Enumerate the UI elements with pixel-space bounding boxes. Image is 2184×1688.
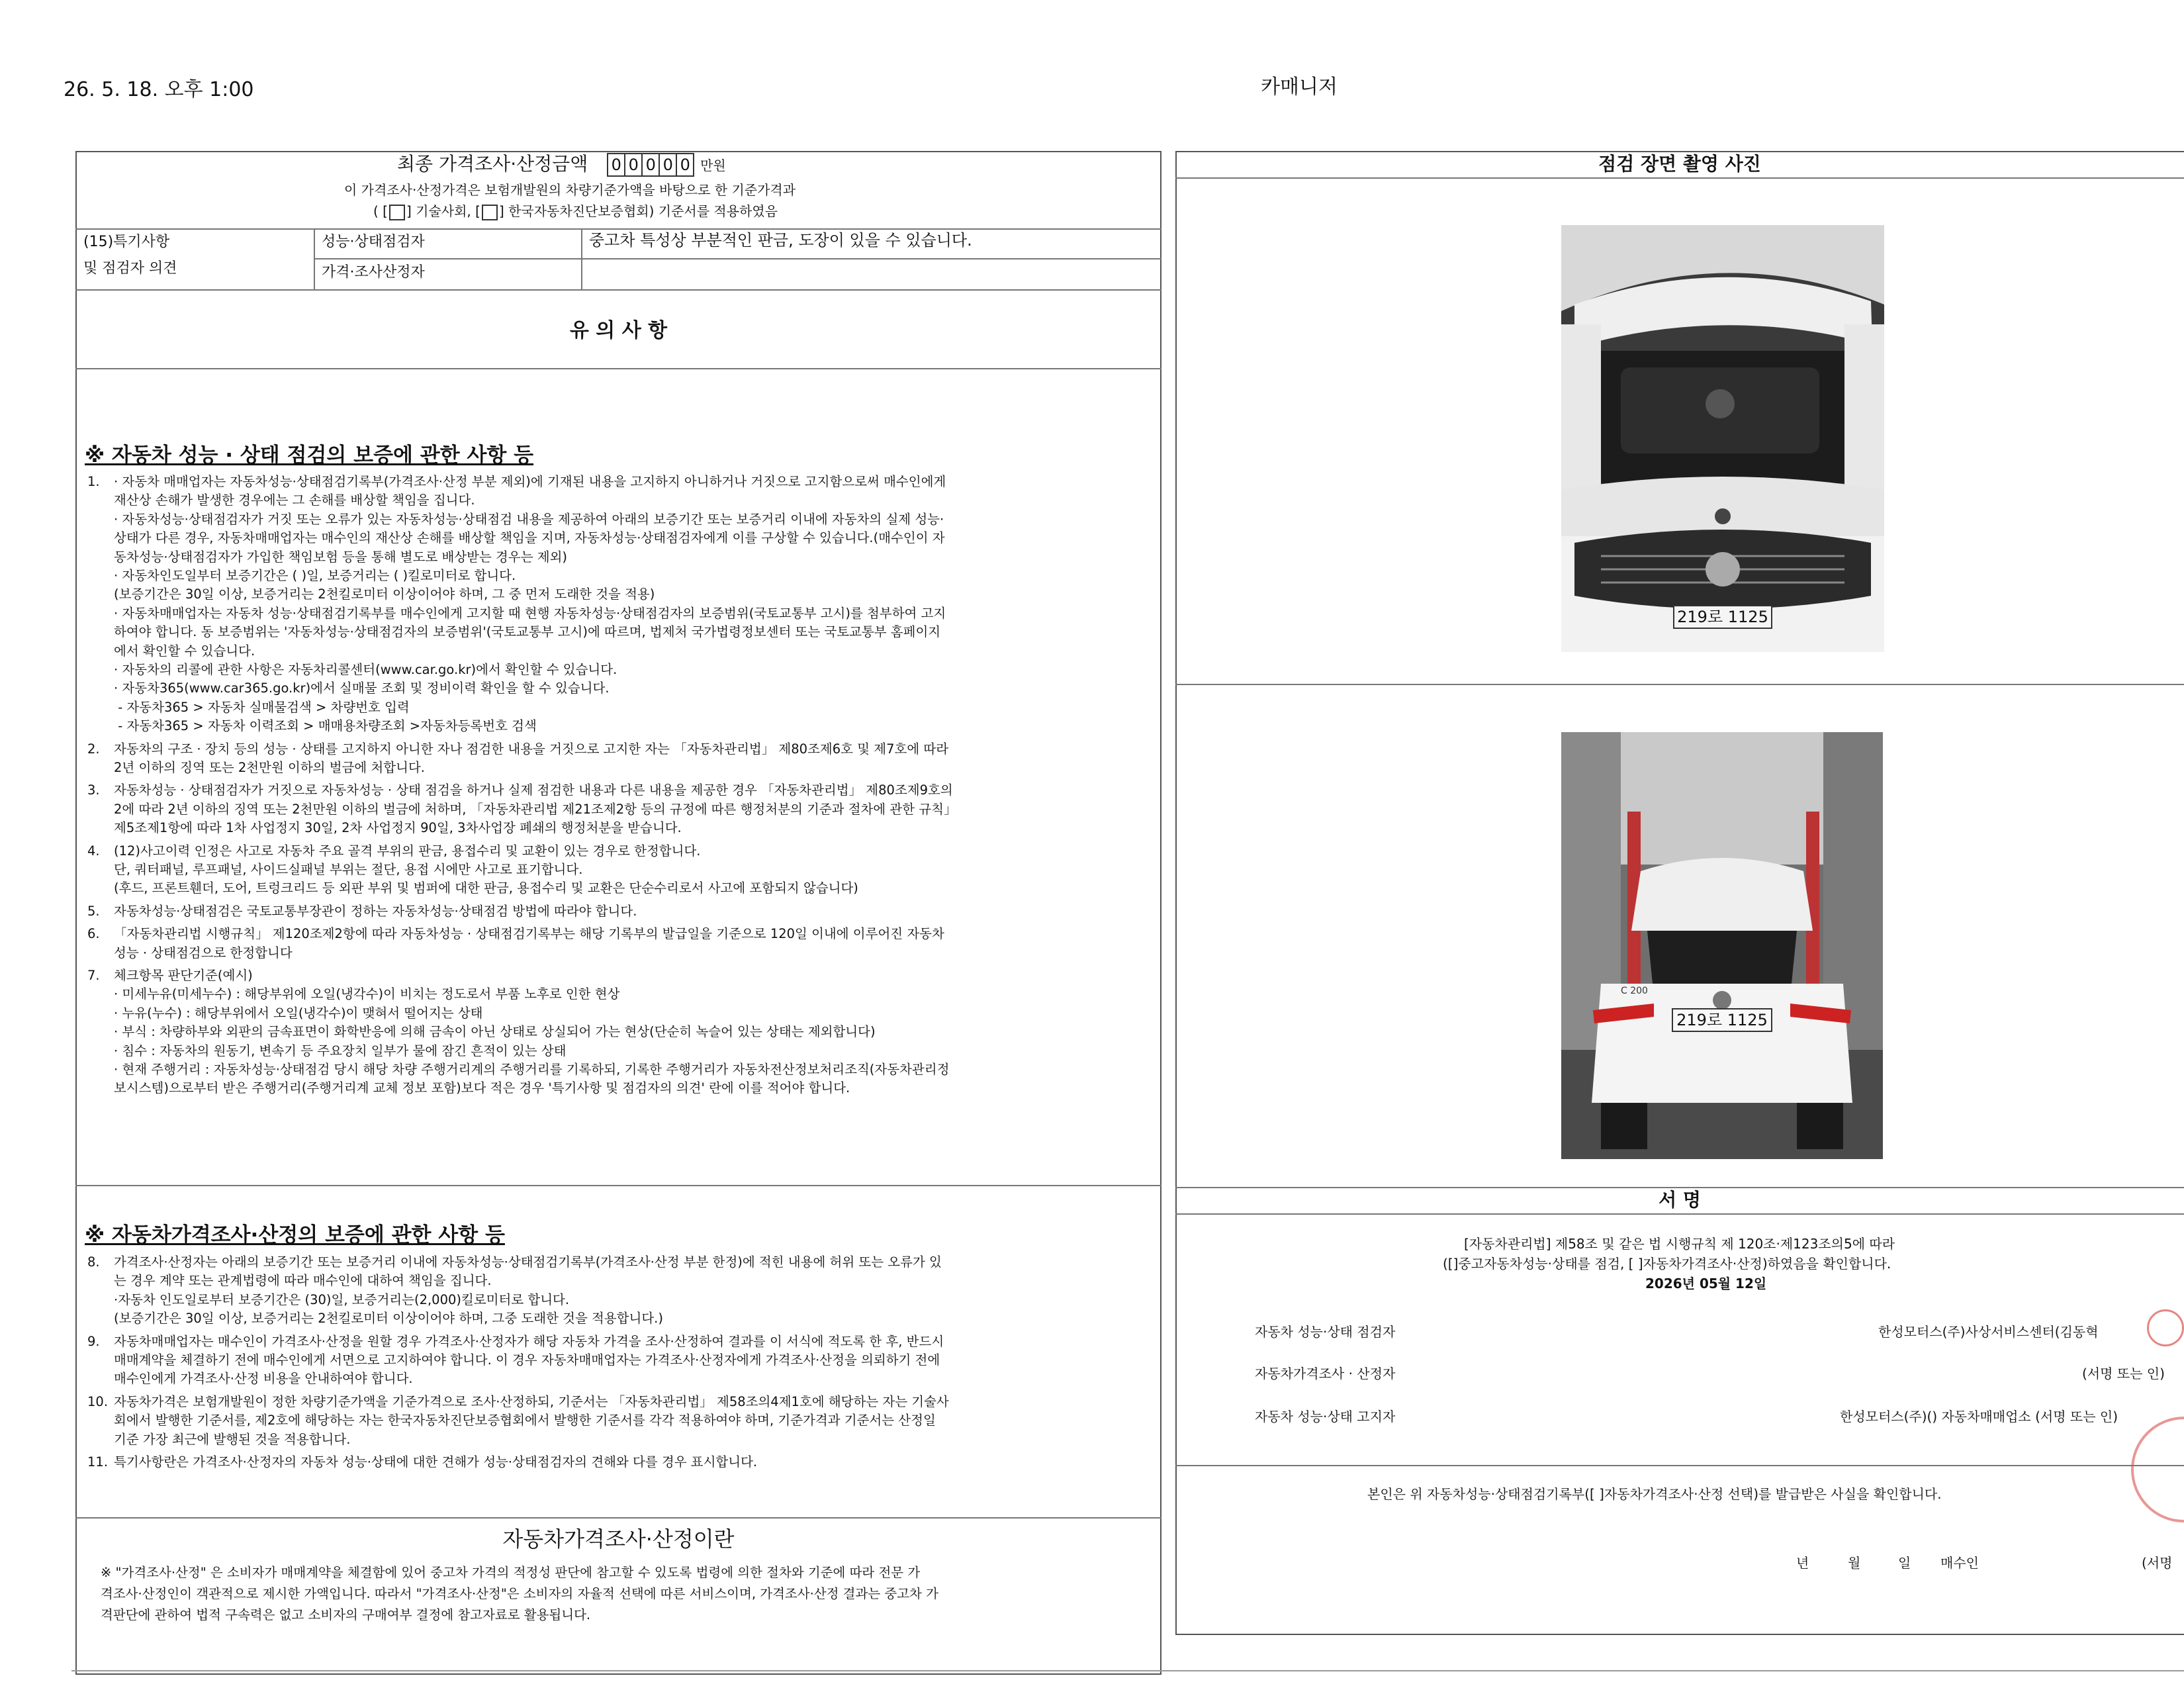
opinion-label-2: 및 점검자 의견 (83, 260, 177, 277)
notice-line (87, 717, 537, 735)
notice-line (87, 623, 940, 641)
item-text: 체크항목 판단기준(예시) (114, 968, 253, 983)
receipt-buyer: 매수인 (1940, 1555, 1979, 1571)
item-text: (보증기간은 30일 이상, 보증거리는 2천킬로미터 이상이어야 하며, 그 중 먼저 도래한 것을 적용) (114, 586, 655, 602)
notice-line (87, 548, 567, 567)
item-text: · 자동차의 리콜에 관한 사항은 자동차리콜센터(www.car.go.kr)에서 확인할 수 있습니다. (114, 662, 617, 677)
item-text: 제5조제1항에 따라 1차 사업정지 30일, 2차 사업정지 90일, 3차사업장 폐쇄의 행정처분을 받습니다. (114, 820, 682, 836)
item-number: 10. (87, 1393, 109, 1409)
item-text: · 자동차인도일부터 보증기간은 ( )일, 보증거리는 ( )킬로미터로 합니다. (114, 568, 516, 583)
item-text: 자동차가격은 보험개발원이 정한 차량기준가액을 기준가격으로 조사·산정하되, 기준서는 「자동차관리법」 제58조의4제1호에 해당하는 자는 기술사 (114, 1393, 949, 1409)
divider (1175, 684, 2184, 685)
price-digit: 0 (625, 154, 643, 175)
notice-line (87, 1370, 413, 1388)
item-text: (후드, 프론트휀더, 도어, 트렁크리드 등 외판 부위 및 범퍼에 대한 판금, 용접수리 및 교환은 단순수리로서 사고에 포함되지 않습니다) (114, 880, 858, 896)
receipt-year: 년 (1796, 1555, 1809, 1571)
divider (314, 228, 315, 289)
price-standard-mid: ] 기술사회, [ (406, 203, 480, 219)
price-digit: 0 (643, 154, 660, 175)
item-text: · 현재 주행거리 : 자동차성능·상태점검 당시 해당 차량 주행거리계의 주행거리를 기록하되, 기록한 주행거리가 자동차전산정보처리조직(자동차관리정 (114, 1062, 950, 1077)
notifier-sign-value: 한성모터스(주)() 자동차매매업소 (서명 또는 인) (1840, 1409, 2118, 1425)
item-number: 4. (87, 843, 100, 859)
appraiser-sign-value: (서명 또는 인) (2082, 1366, 2165, 1382)
notice-line (87, 510, 944, 529)
notice-line (87, 529, 945, 547)
item-number: 11. (87, 1454, 109, 1470)
receipt-month: 월 (1848, 1555, 1861, 1571)
item-text: 에서 확인할 수 있습니다. (114, 643, 255, 659)
price-digit: 0 (660, 154, 677, 175)
receipt-day: 일 (1898, 1555, 1911, 1571)
notice-line (87, 642, 255, 661)
item-text: 2년 이하의 징역 또는 2천만원 이하의 벌금에 처합니다. (114, 760, 425, 775)
seal-stamp-icon (2147, 1309, 2184, 1346)
price-basis-line: 이 가격조사·산정가격은 보험개발원의 차량기준가액을 바탕으로 한 기준가격과 (344, 182, 796, 198)
rear-workshop-illustration (1561, 732, 1883, 1159)
notice-line (87, 585, 655, 604)
notice-line (87, 1291, 569, 1309)
print-datetime: 26. 5. 18. 오후 1:00 (64, 78, 254, 101)
item-number: 2. (87, 741, 100, 757)
price-unit: 만원 (700, 158, 726, 173)
notice-line (87, 1004, 483, 1023)
item-text: 보시스템)으로부터 받은 주행거리(주행거리계 교체 정보 포함)보다 적은 경우 '특기사항 및 점검자의 의견' 란에 이를 적어야 합니다. (114, 1080, 850, 1096)
notice-line (87, 902, 637, 921)
notice-line (87, 1079, 850, 1098)
section1-title: ※ 자동차 성능 · 상태 점검의 보증에 관한 사항 등 (85, 444, 534, 467)
model-badge: C 200 (1621, 986, 1648, 996)
price-title: 최종 가격조사·산정금액 (397, 153, 588, 175)
item-number: 6. (87, 926, 100, 942)
rear-plate: 219로 1125 (1676, 1011, 1768, 1029)
notice-line (87, 842, 701, 861)
divider (75, 228, 1161, 230)
signature-date: 2026년 05월 12일 (1645, 1276, 1767, 1291)
notice-line (87, 1309, 663, 1328)
notice-line (87, 567, 516, 585)
notice-line (87, 1411, 936, 1430)
item-text: (보증기간은 30일 이상, 보증거리는 2천킬로미터 이상이어야 하며, 그중 도래한 것을 적용합니다.) (114, 1311, 663, 1327)
item-number: 1. (87, 474, 100, 489)
price-standard-end: ] 한국자동차진단보증협회) 기준서를 적용하였음 (498, 203, 778, 219)
divider (75, 1517, 1161, 1519)
item-text: - 자동차365 > 자동차 이력조회 > 매매용차량조회 >자동차등록번호 검색 (114, 718, 537, 734)
notice-line (87, 604, 946, 623)
notice-title: 유 의 사 항 (569, 319, 668, 342)
receipt-sign: (서명 (2142, 1555, 2173, 1571)
definition-line: ※ "가격조사·산정" 은 소비자가 매매계약을 체결함에 있어 중고차 가격의 적정성 판단에 참고할 수 있도록 법령에 의한 절차와 기준에 따라 전문 가 (101, 1565, 921, 1580)
notice-line (87, 679, 610, 698)
tech-society-checkbox[interactable] (389, 205, 405, 220)
item-number: 9. (87, 1333, 100, 1349)
item-text: 특기사항란은 가격조사·산정자의 자동차 성능·상태에 대한 견해가 성능·상태점검자의 견해와 다를 경우 표시합니다. (114, 1454, 758, 1470)
item-text: ·자동차 인도일로부터 보증기간은 (30)일, 보증거리는(2,000)킬로미터로 합니다. (114, 1291, 570, 1307)
divider (1175, 1213, 2184, 1215)
item-text: 매매계약을 체결하기 전에 매수인에게 서면으로 고지하여야 합니다. 이 경우 자동차매매업자는 가격조사·산정자에게 가격조사·산정을 의뢰하기 전에 (114, 1352, 940, 1368)
item-text: · 침수 : 자동차의 원동기, 변속기 등 주요장치 일부가 물에 잠긴 흔적이 있는 상태 (114, 1043, 567, 1058)
notice-line (87, 1253, 942, 1272)
item-text: 기준 가장 최근에 발행된 것을 적용합니다. (114, 1431, 351, 1447)
price-standard-open: ( [ (373, 203, 388, 219)
receipt-statement: 본인은 위 자동차성능·상태점검기록부([ ]자동차가격조사·산정 선택)를 발급받은 사실을 확인합니다. (1367, 1486, 1942, 1502)
item-number: 7. (87, 968, 100, 983)
item-text: · 자동차성능·상태점검자가 거짓 또는 오류가 있는 자동차성능·상태점검 내용을 제공하여 아래의 보증기간 또는 보증거리 이내에 자동차의 실제 성능· (114, 511, 944, 527)
notice-line (87, 1023, 876, 1041)
item-text: 재산상 손해가 발생한 경우에는 그 손해를 배상할 책임을 집니다. (114, 492, 475, 508)
item-text: 자동차매매업자는 매수인이 가격조사·산정을 원할 경우 가격조사·산정자가 해당 자동차 가격을 조사·산정하여 결과를 이 서식에 적도록 한 후, 반드시 (114, 1333, 944, 1349)
notice-line (87, 879, 858, 898)
item-number: 5. (87, 903, 100, 919)
front-plate: 219로 1125 (1677, 608, 1768, 626)
item-text: 동차성능·상태점검자가 가입한 책임보험 등을 통해 별도로 배상받는 경우는 제외) (114, 549, 568, 565)
item-number: 8. (87, 1254, 100, 1270)
item-text: 상태가 다른 경우, 자동차매매업자는 매수인의 재산상 손해를 배상할 책임을 지며, 자동차성능·상태점검자에게 이를 구상할 수 있습니다.(매수인이 자 (114, 530, 945, 546)
divider (75, 289, 1161, 291)
price-digit: 0 (608, 154, 625, 175)
item-text: · 자동차365(www.car365.go.kr)에서 실매물 조회 및 정비이력 확인을 할 수 있습니다. (114, 680, 610, 696)
item-text: 자동차의 구조 · 장치 등의 성능 · 상태를 고지하지 아니한 자나 점검한 내용을 거짓으로 고지한 자는 「자동차관리법」 제80조제6호 및 제7호에 따라 (114, 741, 949, 757)
item-text: 성능 · 상태점검으로 한정합니다 (114, 945, 293, 961)
appraiser-sign-role: 자동차가격조사 · 산정자 (1255, 1366, 1396, 1382)
price-title-row (397, 151, 726, 179)
section2-title: ※ 자동차가격조사·산정의 보증에 관한 사항 등 (85, 1223, 505, 1247)
notice-line (87, 1453, 757, 1472)
notifier-sign-role: 자동차 성능·상태 고지자 (1255, 1409, 1396, 1425)
definition-line: 격조사·산정인이 객관적으로 제시한 가액입니다. 따라서 "가격조사·산정"은 소비자의 자율적 선택에 따른 서비스이며, 가격조사·산정 결과는 중고차 가 (101, 1586, 938, 1601)
notice-line (87, 781, 953, 800)
divider (75, 368, 1161, 369)
signature-title: 서 명 (1659, 1189, 1701, 1211)
price-digit: 0 (680, 156, 690, 174)
notice-line (87, 1333, 944, 1351)
notice-line (87, 819, 682, 837)
inspector-sign-role: 자동차 성능·상태 점검자 (1255, 1324, 1396, 1340)
price-digits (607, 153, 694, 177)
signature-law-line: [자동차관리법] 제58조 및 같은 법 시행규칙 제 120조·제123조의5에 따라 (1464, 1236, 1895, 1252)
notice-line (87, 473, 946, 491)
notice-line (87, 1393, 949, 1411)
inspector-sign-value: 한성모터스(주)사상서비스센터(김동혁 (1878, 1324, 2099, 1340)
item-text: 「자동차관리법 시행규칙」 제120조제2항에 따라 자동차성능 · 상태점검기록부는 해당 기록부의 발급일을 기준으로 120일 이내에 이루어진 자동차 (114, 926, 944, 942)
item-text: 자동차성능·상태점검은 국토교통부장관이 정하는 자동차성능·상태점검 방법에 따라야 합니다. (114, 903, 637, 919)
item-text: 하여야 합니다. 동 보증범위는 '자동차성능·상태점검자의 보증범위'(국토교통부 고시)에 따르며, 법제처 국가법령정보센터 또는 국토교통부 홈페이지 (114, 624, 941, 640)
notice-line (87, 944, 293, 962)
divider (1175, 177, 2184, 179)
notice-line (87, 1042, 567, 1060)
appraiser-role: 가격·조사산정자 (322, 264, 425, 281)
notice-line (87, 861, 582, 879)
notice-line (87, 1351, 940, 1370)
item-text: 회에서 발행한 기준서를, 제2호에 해당하는 자는 한국자동차진단보증협회에서 발행한 기준서를 각각 적용하여야 하며, 기준가격과 기준서는 산정일 (114, 1413, 936, 1429)
item-text: 2에 따라 2년 이하의 징역 또는 2천만원 이하의 벌금에 처하며, 「자동차관리법 제21조제2항 등의 규정에 따른 행정처분의 기준과 절차에 관한 규칙」 (114, 801, 957, 817)
item-text: · 부식 : 차량하부와 외판의 금속표면이 화학반응에 의해 금속이 아닌 상태로 상실되어 가는 현상(단순히 녹슬어 있는 상태는 제외합니다) (114, 1024, 876, 1040)
page-bottom-rule (71, 1670, 2184, 1671)
opinion-label: (15)특기사항 (83, 234, 170, 250)
divider (581, 228, 582, 289)
inspector-role: 성능·상태점검자 (322, 234, 425, 250)
item-text: 매수인에게 가격조사·산정 비용을 안내하여야 합니다. (114, 1371, 413, 1387)
inspector-opinion: 중고차 특성상 부분적인 판금, 도장이 있을 수 있습니다. (589, 231, 972, 250)
notice-line (87, 491, 475, 510)
item-text: (12)사고이력 인정은 사고로 자동차 주요 골격 부위의 판금, 용접수리 및 교환이 있는 경우로 한정합니다. (114, 843, 701, 859)
front-engine-photo (1561, 225, 1884, 652)
item-text: · 미세누유(미세누수) : 해당부위에 오일(냉각수)이 비치는 정도로서 부품 노후로 인한 현상 (114, 986, 620, 1002)
item-text: - 자동차365 > 자동차 실매물검색 > 차량번호 입력 (114, 699, 410, 715)
definition-title: 자동차가격조사·산정이란 (502, 1526, 735, 1552)
divider (75, 1185, 1161, 1186)
item-text: · 누유(누수) : 해당부위에서 오일(냉각수)이 맺혀서 떨어지는 상태 (114, 1005, 483, 1021)
diag-assoc-checkbox[interactable] (482, 205, 498, 220)
divider (314, 258, 1161, 259)
notice-line (87, 740, 948, 759)
definition-line: 격판단에 관하여 법적 구속력은 없고 소비자의 구매여부 결정에 참고자료로 활용됩니다. (101, 1607, 591, 1622)
notice-line (87, 800, 956, 819)
item-text: 자동차성능 · 상태점검자가 거짓으로 자동차성능 · 상태 점검을 하거나 실제 점검한 내용과 다른 내용을 제공한 경우 「자동차관리법」 제80조제9호의 (114, 782, 953, 798)
notice-line (87, 966, 253, 985)
notice-line (87, 698, 410, 717)
item-text: · 자동차매매업자는 자동차 성능·상태점검기록부를 매수인에게 고지할 때 현행 자동차성능·상태점검자의 보증범위(국토교통부 고시)를 첨부하여 고지 (114, 605, 946, 621)
notice-line (87, 1430, 350, 1449)
item-number: 3. (87, 782, 100, 798)
item-text: · 자동차 매매업자는 자동차성능·상태점검기록부(가격조사·산정 부분 제외)에 기재된 내용을 고지하지 아니하거나 거짓으로 고지함으로써 매수인에게 (114, 474, 946, 489)
item-text: 가격조사·산정자는 아래의 보증기간 또는 보증거리 이내에 자동차성능·상태점검기록부(가격조사·산정 부분 한정)에 적힌 내용에 허위 또는 오류가 있 (114, 1254, 942, 1270)
notice-line (87, 661, 617, 679)
notice-line (87, 1060, 949, 1079)
notice-line (87, 1272, 492, 1290)
notice-line (87, 759, 425, 777)
item-text: 단, 쿼터패널, 루프패널, 사이드실패널 부위는 절단, 용접 시에만 사고로 표기합니다. (114, 862, 583, 877)
signature-confirm-line: ([]중고자동차성능·상태를 점검, [ ]자동차가격조사·산정)하였음을 확인합니다. (1443, 1256, 1891, 1272)
price-standard-line (373, 203, 778, 220)
item-text: 는 경우 계약 또는 관계법령에 따라 매수인에 대하여 책임을 집니다. (114, 1273, 492, 1289)
photos-title: 점검 장면 촬영 사진 (1598, 153, 1761, 175)
notice-line (87, 925, 944, 943)
front-engine-illustration (1561, 225, 1884, 652)
divider (1175, 1465, 2184, 1466)
rear-workshop-photo (1561, 732, 1883, 1159)
site-name: 카매니저 (1261, 75, 1338, 99)
notice-line (87, 985, 619, 1004)
